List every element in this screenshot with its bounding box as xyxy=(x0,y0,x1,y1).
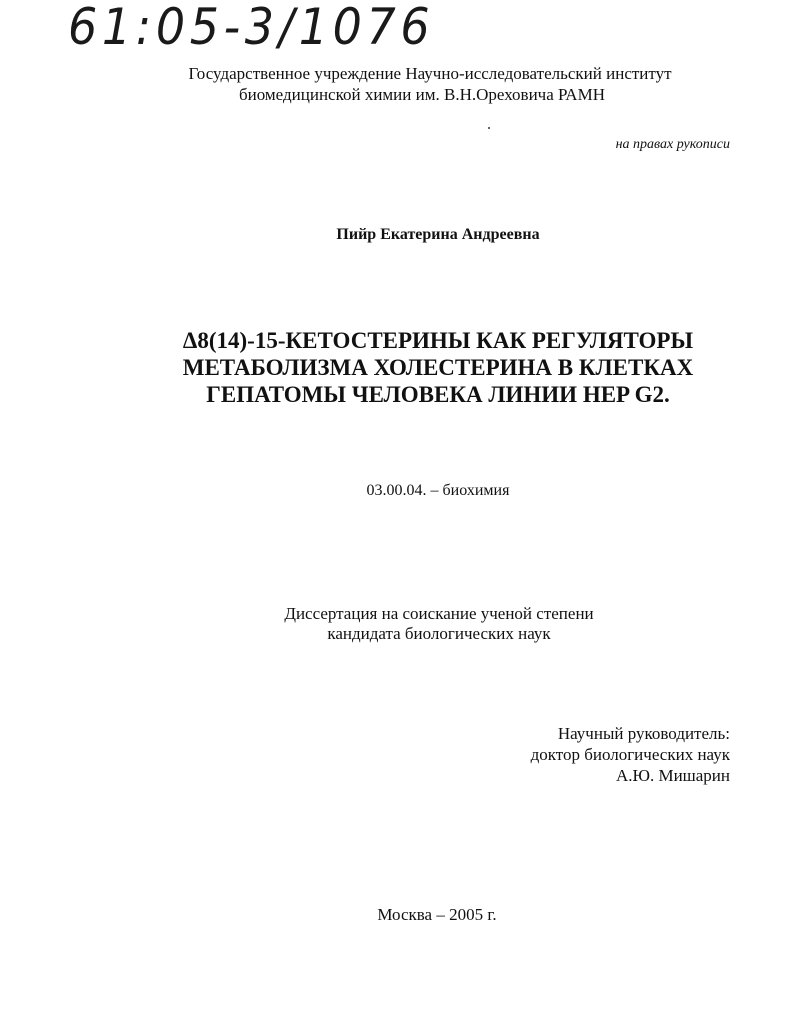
handwritten-archive-number: 61:05-3/1076 xyxy=(68,0,435,56)
place-year: Москва – 2005 г. xyxy=(377,905,497,924)
supervisor-degree: доктор биологических наук xyxy=(530,745,730,764)
rights-note: на правах рукописи xyxy=(615,137,730,152)
dissertation-title xyxy=(0,327,799,408)
supervisor-label: Научный руководитель: xyxy=(557,724,730,743)
dissertation-description xyxy=(0,604,799,644)
supervisor-block xyxy=(531,723,730,786)
speck-mark xyxy=(488,127,490,129)
title-line-2: МЕТАБОЛИЗМА ХОЛЕСТЕРИНА В КЛЕТКАХ xyxy=(182,355,694,380)
author-name: Пийр Екатерина Андреевна xyxy=(336,226,540,243)
supervisor-name: А.Ю. Мишарин xyxy=(615,766,730,785)
dissertation-line-2: кандидата биологических наук xyxy=(327,624,551,643)
institution-line-1: Государственное учреждение Научно-исследовательский институт xyxy=(188,64,672,83)
institution-line-2: биомедицинской химии им. В.Н.Ореховича РАМН xyxy=(239,85,605,104)
dissertation-line-1: Диссертация на соискание ученой степени xyxy=(284,604,594,623)
title-line-1: Δ8(14)-15-КЕТОСТЕРИНЫ КАК РЕГУЛЯТОРЫ xyxy=(182,328,694,353)
title-line-3: ГЕПАТОМЫ ЧЕЛОВЕКА ЛИНИИ HEP G2. xyxy=(206,382,670,407)
specialty-code: 03.00.04. – биохимия xyxy=(366,482,510,499)
